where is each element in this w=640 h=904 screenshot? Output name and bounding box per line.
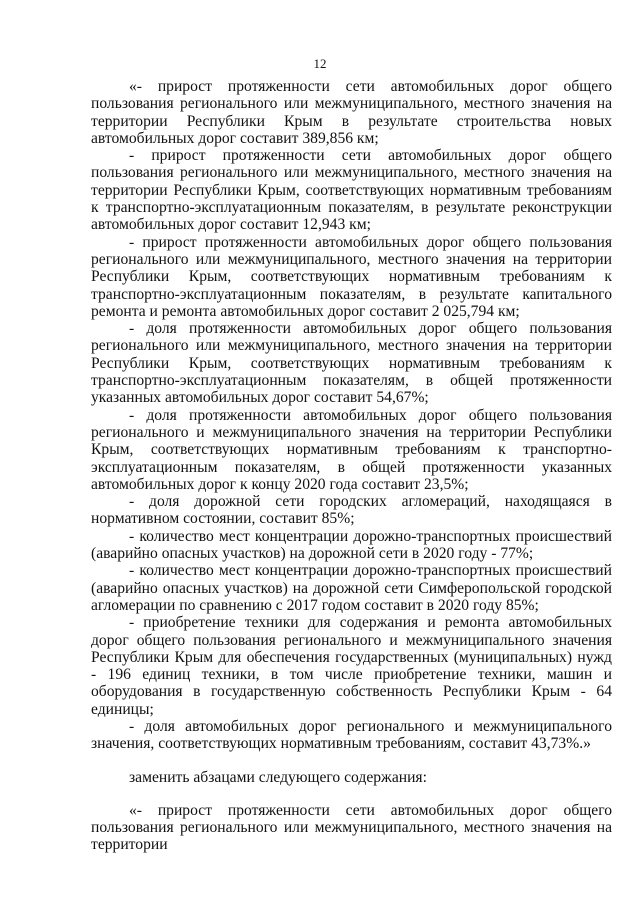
paragraph-new-text-start: «- прирост протяженности сети автомобильных дорог общего пользования регионального или межмуниципального, местного значения на территории bbox=[91, 801, 612, 854]
paragraph-equipment-purchase: - приобретение техники для содержания и ремонта автомобильных дорог общего пользования регионального и межмуниципального значения Республики Крым для обеспечения государственных (муниципальных) нужд - 196 единиц техники, в том числе приобретение техники, машин и оборудования в государственную собственность Республики Крым - 64 единицы; bbox=[91, 614, 612, 718]
paragraph-road-construction-growth: «- прирост протяженности сети автомобильных дорог общего пользования регионального или межмуниципального, местного значения на территории Республики Крым в результате строительства новых автомобильных дорог составит 389,856 км; bbox=[91, 78, 612, 147]
paragraph-regional-local-road-share: - доля протяженности автомобильных дорог общего пользования регионального или межмуниципального, местного значения на территории Республики Крым, соответствующих нормативным требованиям к транспортно-эксплуатационным показателям, в общей протяженности указанных автомобильных дорог составит 54,67%; bbox=[91, 320, 612, 407]
paragraph-accident-spots-simferopol: - количество мест концентрации дорожно-транспортных происшествий (аварийно опасных участков) на дорожной сети Симферопольской городской агломерации по сравнению с 2017 годом составит в 2020 году 85%; bbox=[91, 562, 612, 614]
page-number: 12 bbox=[313, 56, 327, 71]
paragraph-compliant-road-share: - доля автомобильных дорог регионального и межмуниципального значения, соответствующих нормативным требованиям, составит 43,73%.» bbox=[91, 717, 612, 753]
paragraph-replace-instruction: заменить абзацами следующего содержания: bbox=[129, 768, 427, 786]
paragraph-accident-spots-network: - количество мест концентрации дорожно-транспортных происшествий (аварийно опасных участков) на дорожной сети в 2020 году - 77%; bbox=[91, 527, 612, 563]
paragraph-road-repair-growth: - прирост протяженности автомобильных дорог общего пользования регионального или межмуниципального, местного значения на территории Республики Крым, соответствующих нормативным требованиям к транспортно-эксплуатационным показателям, в результате капитального ремонта и ремонта автомобильных дорог составит 2 025,794 км; bbox=[91, 233, 612, 320]
paragraph-road-reconstruction-growth: - прирост протяженности сети автомобильных дорог общего пользования регионального или межмуниципального, местного значения на территории Республики Крым, соответствующих нормативным требованиям к транспортно-эксплуатационным показателям, в результате реконструкции автомобильных дорог составит 12,943 км; bbox=[91, 147, 612, 234]
paragraph-urban-agglomeration-share: - доля дорожной сети городских агломераций, находящаяся в нормативном состоянии, составит 85%; bbox=[91, 493, 612, 528]
paragraph-regional-road-share-2020: - доля протяженности автомобильных дорог общего пользования регионального и межмуниципального значения на территории Республики Крым, соответствующих нормативным требованиям к транспортно-эксплуатационным показателям, в общей протяженности указанных автомобильных дорог к концу 2020 года составит 23,5%; bbox=[91, 406, 612, 493]
document-body bbox=[91, 78, 612, 854]
